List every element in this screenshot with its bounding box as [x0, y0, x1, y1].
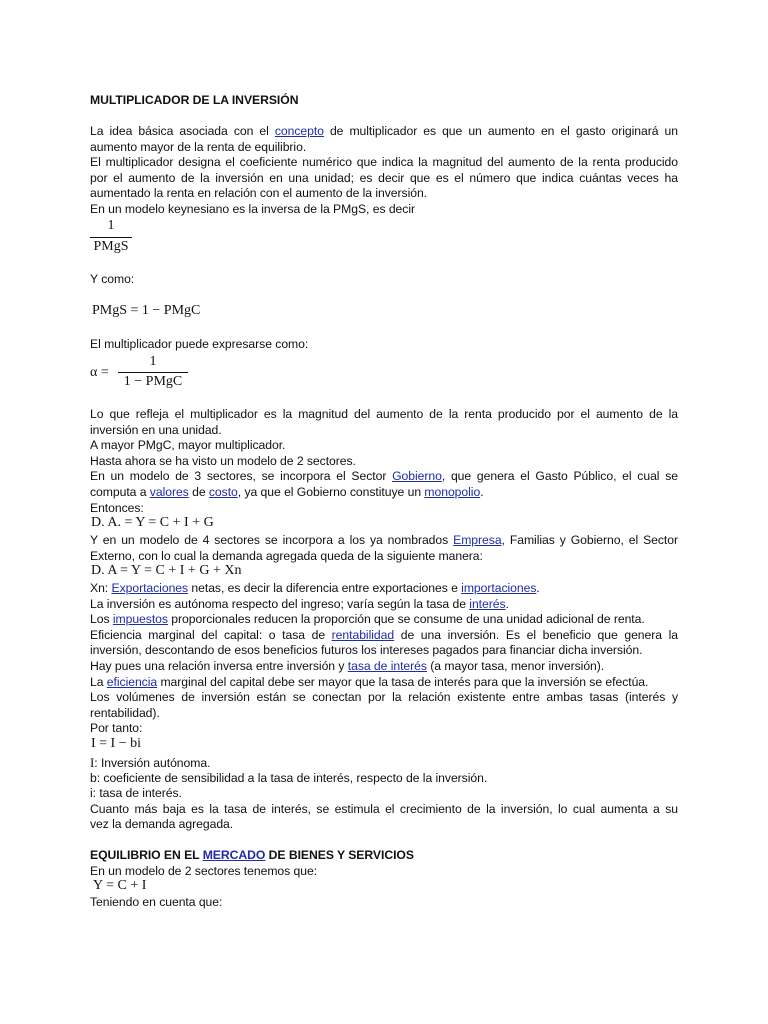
link-rentabilidad[interactable]: rentabilidad — [331, 627, 395, 642]
fraction-bar — [118, 372, 188, 373]
link-exportaciones[interactable]: Exportaciones — [111, 581, 189, 595]
paragraph-line: Lo que refleja el multiplicador es la magnitud del aumento de la renta producido por el aumento de la — [90, 407, 678, 421]
paragraph-line: Eficiencia marginal del capital: o tasa de rentabilidad de una inversión. Es el beneficio que genera la — [90, 627, 679, 642]
paragraph-line: El multiplicador puede expresarse como: — [90, 337, 309, 351]
fraction-denominator: PMgS — [93, 239, 129, 254]
paragraph-line: Los impuestos proporcionales reducen la proporción que se consume de una unidad adicional de renta. — [90, 612, 645, 627]
paragraph-line: Hay pues una relación inversa entre inversión y tasa de interés (a mayor tasa, menor inversión). — [90, 659, 605, 673]
paragraph-line: La inversión es autónoma respecto del ingreso; varía según la tasa de interés. — [90, 596, 509, 611]
paragraph-line: Hasta ahora se ha visto un modelo de 2 sectores. — [90, 453, 356, 468]
link-tasa-de-interes[interactable]: tasa de interés — [347, 659, 427, 673]
paragraph-line: En un modelo de 2 sectores tenemos que: — [90, 863, 318, 878]
definition-line: b: coeficiente de sensibilidad a la tasa de interés, respecto de la inversión. — [90, 770, 488, 785]
fraction-numerator: 1 — [107, 218, 115, 233]
paragraph-line: aumentado la renta en relación con el aumento de la inversión. — [90, 186, 428, 201]
section-heading: EQUILIBRIO EN EL MERCADO DE BIENES Y SERVICIOS — [90, 848, 414, 862]
equation-da-3-sectors: D. A. = Y = C + I + G — [91, 515, 214, 530]
link-costo[interactable]: costo — [208, 485, 238, 499]
paragraph-line: inversión en una unidad. — [90, 422, 222, 437]
equation-y-equals-c-plus-i: Y = C + I — [93, 878, 147, 893]
link-impuestos[interactable]: impuestos — [112, 612, 168, 627]
paragraph-line: Externo, con lo cual la demanda agregada queda de la siguiente manera: — [90, 548, 483, 563]
paragraph-line: En un modelo de 3 sectores, se incorpora el Sector Gobierno, que genera el Gasto Público, el cual se — [90, 469, 678, 484]
link-interes[interactable]: interés — [469, 596, 506, 611]
paragraph-line: Teniendo en cuenta que: — [90, 895, 223, 909]
link-monopolio[interactable]: monopolio — [424, 485, 481, 499]
paragraph-line: Por tanto: — [90, 721, 143, 736]
paragraph-line: Entonces: — [90, 500, 144, 515]
paragraph-line: La idea básica asociada con el concepto de multiplicador es que un aumento en el gasto originará un — [90, 124, 678, 138]
section-heading: MULTIPLICADOR DE LA INVERSIÓN — [90, 93, 299, 107]
link-valores[interactable]: valores — [149, 485, 189, 499]
equation-da-4-sectors: D. A = Y = C + I + G + Xn — [91, 563, 242, 578]
paragraph-line: rentabilidad). — [90, 705, 160, 720]
paragraph-line: aumento mayor de la renta de equilibrio. — [90, 139, 307, 154]
fraction-denominator: 1 − PMgC — [123, 374, 183, 389]
paragraph-line: La eficiencia marginal del capital debe ser mayor que la tasa de interés para que la inversión se efectúa. — [90, 674, 649, 689]
fraction-bar — [90, 237, 132, 238]
paragraph-line: por el aumento de la inversión en una unidad; es decir que es el número que indica cuántas veces ha — [90, 170, 678, 185]
paragraph-line: vez la demanda agregada. — [90, 817, 234, 832]
link-eficiencia[interactable]: eficiencia — [106, 674, 158, 689]
link-empresa[interactable]: Empresa — [453, 533, 502, 547]
paragraph-line: Y como: — [90, 272, 135, 286]
paragraph-line: Cuanto más baja es la tasa de interés, se estimula el crecimiento de la inversión, lo cual aumenta a su — [90, 801, 678, 816]
link-importaciones[interactable]: importaciones — [461, 581, 537, 595]
paragraph-line: En un modelo keynesiano es la inversa de la PMgS, es decir — [90, 202, 415, 216]
alpha-symbol: α = — [90, 365, 109, 380]
paragraph-line: Los volúmenes de inversión están se conectan por la relación existente entre ambas tasas (interés y — [90, 690, 678, 705]
equation-pmgs: PMgS = 1 − PMgC — [92, 303, 201, 318]
fraction-numerator: 1 — [149, 354, 157, 369]
definition-line: i: tasa de interés. — [90, 786, 182, 801]
paragraph-line: El multiplicador designa el coeficiente numérico que indica la magnitud del aumento de la renta producido — [90, 155, 678, 170]
paragraph-line: Xn: Exportaciones netas, es decir la diferencia entre exportaciones e importaciones. — [90, 581, 540, 595]
link-concepto[interactable]: concepto — [274, 124, 324, 138]
equation-investment: I = I − bi — [91, 736, 142, 751]
paragraph-line: computa a valores de costo, ya que el Gobierno constituye un monopolio. — [90, 485, 484, 499]
link-mercado[interactable]: MERCADO — [202, 848, 266, 862]
link-gobierno[interactable]: Gobierno — [392, 469, 442, 484]
definition-line: I: Inversión autónoma. — [90, 755, 211, 770]
paragraph-line: Y en un modelo de 4 sectores se incorpora a los ya nombrados Empresa, Familias y Gobierno, el Sector — [90, 533, 678, 547]
paragraph-line: inversión, descontando de esos beneficios futuros los intereses pagados para financiar dicha inversión. — [90, 643, 643, 658]
paragraph-line: A mayor PMgC, mayor multiplicador. — [90, 438, 286, 453]
